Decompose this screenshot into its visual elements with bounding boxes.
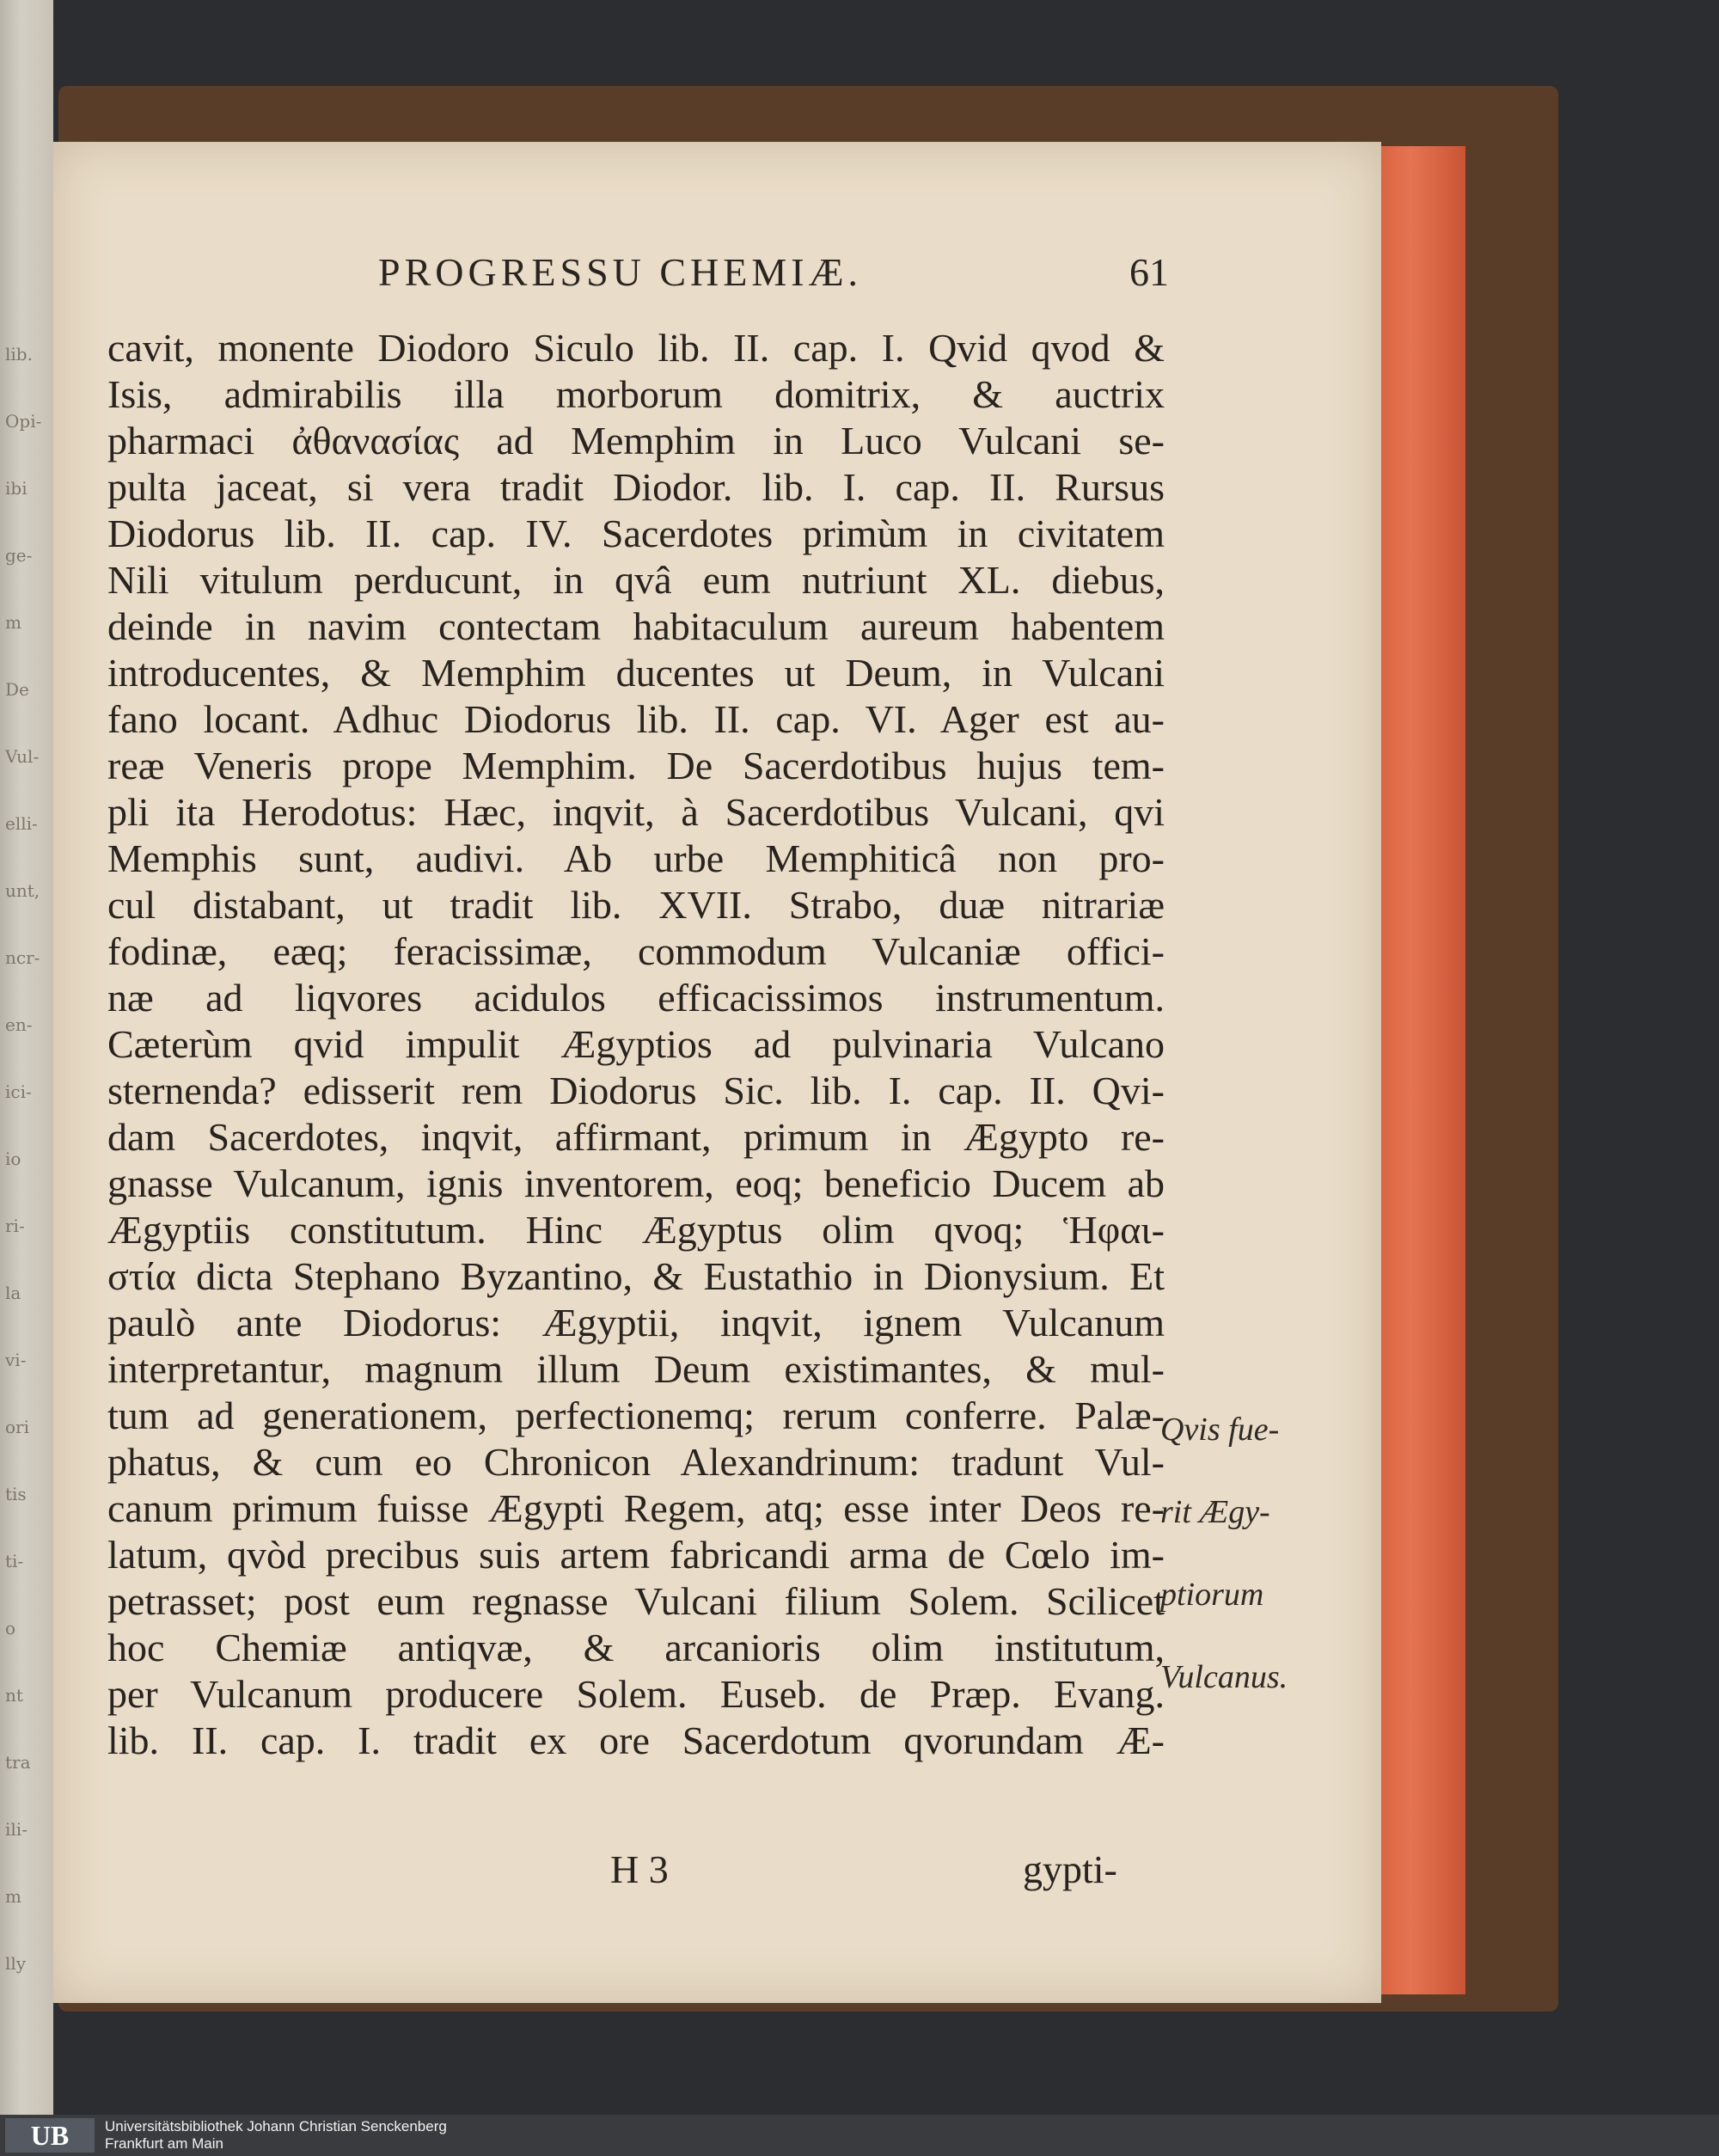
text-line: dam Sacerdotes, inqvit, affirmant, primum in Ægypto re-	[107, 1115, 1165, 1159]
page-number: 61	[1129, 250, 1169, 294]
text-line: Memphis sunt, audivi. Ab urbe Memphiticâ non pro-	[107, 836, 1165, 880]
institution-line-1: Universitätsbibliothek Johann Christian Senckenberg	[105, 2118, 447, 2135]
marginal-note	[1160, 1388, 1315, 1718]
text-line: næ ad liqvores acidulos efficacissimos instrumentum.	[107, 976, 1165, 1020]
facing-page-fragment: ili-	[5, 1819, 28, 1840]
text-line: cavit, monente Diodoro Siculo lib. II. cap. I. Qvid qvod &	[107, 326, 1165, 370]
text-line: pulta jaceat, si vera tradit Diodor. lib. I. cap. II. Rursus	[107, 465, 1165, 509]
marginal-note-line: Vulcanus.	[1160, 1659, 1288, 1695]
facing-page-fragment: lib.	[5, 344, 33, 364]
facing-page-fragment: Opi-	[5, 411, 42, 432]
signature-mark: H 3	[610, 1847, 669, 1891]
text-line: latum, qvòd precibus suis artem fabricandi arma de Cœlo im-	[107, 1533, 1165, 1577]
facing-page-fragment: vi-	[5, 1350, 27, 1370]
facing-page-fragment: ori	[5, 1417, 29, 1437]
facing-page-fragment: ri-	[5, 1216, 25, 1236]
text-line: Isis, admirabilis illa morborum domitrix, & auctrix	[107, 372, 1165, 416]
facing-page-fragment: unt,	[5, 880, 40, 901]
running-head: PROGRESSU CHEMIÆ.	[378, 250, 862, 294]
facing-page-fragment: ge-	[5, 545, 33, 566]
text-line: στία dicta Stephano Byzantino, & Eustathio in Dionysium. Et	[107, 1254, 1165, 1298]
text-line: reæ Veneris prope Memphim. De Sacerdotibus hujus tem-	[107, 744, 1165, 787]
text-line: per Vulcanum producere Solem. Euseb. de Præp. Evang.	[107, 1672, 1165, 1716]
text-line: Cæterùm qvid impulit Ægyptios ad pulvinaria Vulcano	[107, 1022, 1165, 1066]
text-line: paulò ante Diodorus: Ægyptii, inqvit, ignem Vulcanum	[107, 1301, 1165, 1344]
facing-page-fragment: en-	[5, 1014, 33, 1035]
facing-page-fragment: ibi	[5, 478, 28, 499]
text-line: pharmaci ἀθανασίας ad Memphim in Luco Vulcani se-	[107, 419, 1165, 462]
facing-page-edge	[0, 0, 53, 2115]
text-line: lib. II. cap. I. tradit ex ore Sacerdotum qvorundam Æ-	[107, 1718, 1165, 1762]
text-line: cul distabant, ut tradit lib. XVII. Strabo, duæ nitrariæ	[107, 883, 1165, 927]
text-line: canum primum fuisse Ægypti Regem, atq; esse inter Deos re-	[107, 1486, 1165, 1530]
text-line: petrasset; post eum regnasse Vulcani filium Solem. Scilicet	[107, 1579, 1165, 1623]
text-line: sternenda? edisserit rem Diodorus Sic. lib. I. cap. II. Qvi-	[107, 1069, 1165, 1112]
facing-page-fragment: m	[5, 612, 21, 633]
facing-page-fragment: De	[5, 679, 29, 700]
facing-page-fragment: o	[5, 1618, 16, 1638]
text-line: Ægyptiis constitutum. Hinc Ægyptus olim qvoq; Ἡφαι-	[107, 1208, 1165, 1252]
marginal-note-line: rit Ægy-	[1160, 1494, 1270, 1530]
text-line: gnasse Vulcanum, ignis inventorem, eoq; beneficio Ducem ab	[107, 1161, 1165, 1205]
red-fore-edge	[1375, 146, 1465, 1994]
facing-page-fragment: ncr-	[5, 947, 40, 968]
catchword: gypti-	[1023, 1847, 1117, 1891]
institution-line-2: Frankfurt am Main	[105, 2135, 223, 2152]
text-line: interpretantur, magnum illum Deum existimantes, & mul-	[107, 1347, 1165, 1391]
text-line: Nili vitulum perducunt, in qvâ eum nutriunt XL. diebus,	[107, 558, 1165, 602]
text-line: hoc Chemiæ antiqvæ, & arcanioris olim institutum,	[107, 1626, 1165, 1669]
library-logo: UB	[5, 2118, 95, 2153]
text-line: fodinæ, eæq; feracissimæ, commodum Vulcaniæ offici-	[107, 929, 1165, 973]
facing-page-fragment: ici-	[5, 1081, 32, 1102]
marginal-note-line: ptiorum	[1160, 1577, 1264, 1613]
text-block	[107, 325, 1165, 1764]
facing-page-fragment: ti-	[5, 1551, 24, 1571]
facing-page-fragment: Vul-	[5, 746, 40, 767]
text-line: pli ita Herodotus: Hæc, inqvit, à Sacerdotibus Vulcani, qvi	[107, 790, 1165, 834]
page-header	[378, 249, 1169, 309]
text-line: fano locant. Adhuc Diodorus lib. II. cap. VI. Ager est au-	[107, 697, 1165, 741]
text-line: introducentes, & Memphim ducentes ut Deum, in Vulcani	[107, 651, 1165, 695]
facing-page-fragment: io	[5, 1148, 21, 1169]
text-line: tum ad generationem, perfectionemq; rerum conferre. Palæ-	[107, 1393, 1165, 1437]
facing-page-fragment: tis	[5, 1484, 27, 1504]
facing-page-fragment: tra	[5, 1752, 31, 1773]
footer-bar	[0, 2115, 1719, 2156]
facing-page-fragment: lly	[5, 1953, 27, 1974]
text-line: deinde in navim contectam habitaculum aureum habentem	[107, 604, 1165, 648]
text-line: phatus, & cum eo Chronicon Alexandrinum: tradunt Vul-	[107, 1440, 1165, 1484]
facing-page-fragment: m	[5, 1886, 21, 1907]
institution-name	[105, 2118, 447, 2153]
facing-page-fragment: la	[5, 1283, 21, 1303]
facing-page-fragment: nt	[5, 1685, 23, 1706]
text-line: Diodorus lib. II. cap. IV. Sacerdotes primùm in civitatem	[107, 511, 1165, 555]
marginal-note-line: Qvis fue-	[1160, 1412, 1280, 1448]
facing-page-fragment: elli-	[5, 813, 38, 834]
